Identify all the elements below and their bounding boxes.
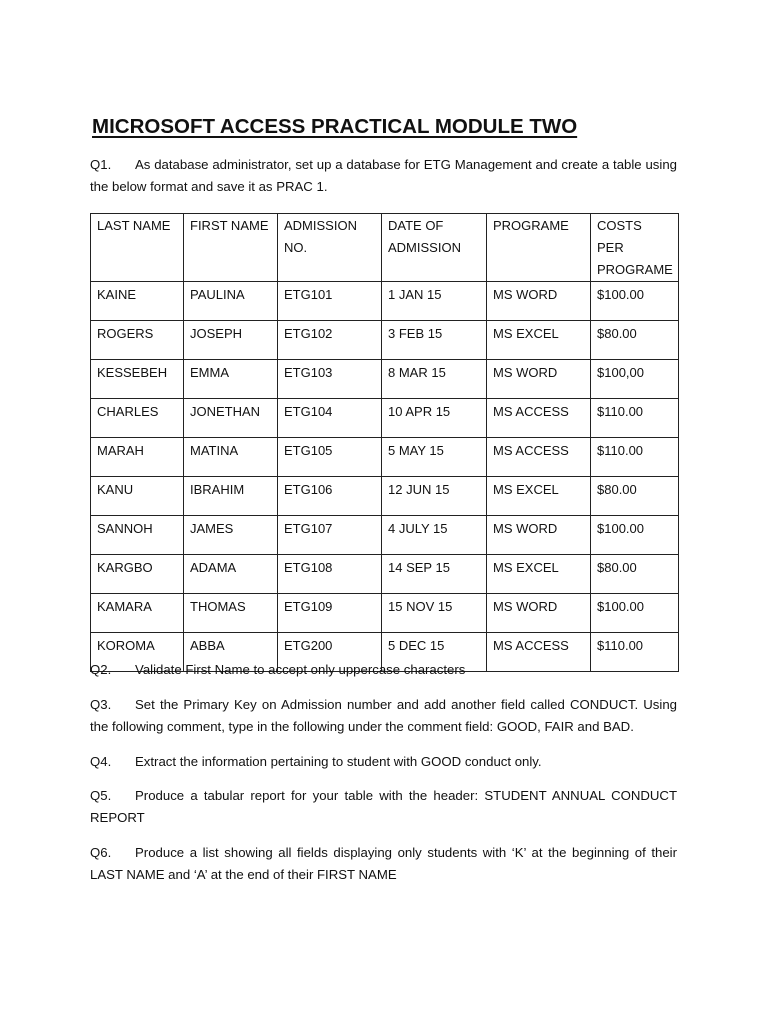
- table-cell: MS EXCEL: [487, 477, 591, 516]
- question-number: Q3.: [90, 697, 112, 712]
- table-cell: JOSEPH: [184, 321, 278, 360]
- column-header: PROGRAME: [487, 214, 591, 282]
- table-cell: $100,00: [591, 360, 679, 399]
- question-text: Produce a list showing all fields displaying only students with ‘K’ at the beginning of their LAST NAME and ‘A’ at the end of their FIRST NAME: [90, 845, 677, 882]
- question-text: Set the Primary Key on Admission number and add another field called CONDUCT. Using the following comment, type in the following under the comment field: GOOD, FAIR and BAD.: [90, 697, 677, 734]
- table-cell: 5 MAY 15: [382, 438, 487, 477]
- table-cell: $100.00: [591, 516, 679, 555]
- question-q3: [90, 694, 677, 738]
- question-q6: [90, 842, 677, 886]
- table-cell: THOMAS: [184, 594, 278, 633]
- table-cell: 12 JUN 15: [382, 477, 487, 516]
- table-cell: SANNOH: [91, 516, 184, 555]
- table-cell: MS EXCEL: [487, 321, 591, 360]
- table-row: [91, 360, 679, 399]
- table-cell: KANU: [91, 477, 184, 516]
- table-cell: $80.00: [591, 477, 679, 516]
- column-header: ADMISSION NO.: [278, 214, 382, 282]
- question-text: Produce a tabular report for your table with the header: STUDENT ANNUAL CONDUCT REPORT: [90, 788, 677, 825]
- table-cell: PAULINA: [184, 282, 278, 321]
- question-number: Q2.: [90, 662, 112, 677]
- question-number: Q6.: [90, 845, 112, 860]
- table-cell: ROGERS: [91, 321, 184, 360]
- question-q5: [90, 785, 677, 829]
- table-cell: 15 NOV 15: [382, 594, 487, 633]
- table-cell: ETG200: [278, 633, 382, 672]
- column-header: COSTS PER PROGRAME: [591, 214, 679, 282]
- table-cell: ETG105: [278, 438, 382, 477]
- table-row: [91, 321, 679, 360]
- table-cell: MS ACCESS: [487, 633, 591, 672]
- table-row: [91, 438, 679, 477]
- question-number: Q1.: [90, 157, 112, 172]
- table-row: [91, 594, 679, 633]
- table-cell: 5 DEC 15: [382, 633, 487, 672]
- table-header-row: [91, 214, 679, 282]
- table-cell: MS WORD: [487, 360, 591, 399]
- table-cell: 10 APR 15: [382, 399, 487, 438]
- table-cell: 4 JULY 15: [382, 516, 487, 555]
- document-title: MICROSOFT ACCESS PRACTICAL MODULE TWO: [92, 115, 578, 138]
- question-text: As database administrator, set up a database for ETG Management and create a table using the below format and save it as PRAC 1.: [90, 157, 677, 194]
- question-number: Q4.: [90, 754, 112, 769]
- table-cell: 3 FEB 15: [382, 321, 487, 360]
- table-cell: MS ACCESS: [487, 438, 591, 477]
- table-cell: MARAH: [91, 438, 184, 477]
- column-header: LAST NAME: [91, 214, 184, 282]
- table-cell: EMMA: [184, 360, 278, 399]
- question-q2: [90, 659, 677, 681]
- table-cell: JAMES: [184, 516, 278, 555]
- table-cell: CHARLES: [91, 399, 184, 438]
- table-row: [91, 399, 679, 438]
- table-cell: ADAMA: [184, 555, 278, 594]
- table-cell: ETG103: [278, 360, 382, 399]
- table-cell: MS WORD: [487, 516, 591, 555]
- table-cell: KARGBO: [91, 555, 184, 594]
- column-header: DATE OF ADMISSION: [382, 214, 487, 282]
- table-row: [91, 282, 679, 321]
- table-cell: $80.00: [591, 321, 679, 360]
- table-cell: ETG108: [278, 555, 382, 594]
- table-cell: $80.00: [591, 555, 679, 594]
- table-cell: MS EXCEL: [487, 555, 591, 594]
- table-cell: ETG109: [278, 594, 382, 633]
- question-number: Q5.: [90, 788, 112, 803]
- question-text: Validate First Name to accept only uppercase characters: [135, 662, 466, 677]
- table-cell: $100.00: [591, 282, 679, 321]
- table-cell: KAINE: [91, 282, 184, 321]
- table-cell: ABBA: [184, 633, 278, 672]
- table-row: [91, 516, 679, 555]
- table-cell: ETG102: [278, 321, 382, 360]
- table-cell: 1 JAN 15: [382, 282, 487, 321]
- table-cell: 14 SEP 15: [382, 555, 487, 594]
- question-text: Extract the information pertaining to student with GOOD conduct only.: [135, 754, 542, 769]
- table-cell: MS WORD: [487, 282, 591, 321]
- column-header: FIRST NAME: [184, 214, 278, 282]
- students-table: [90, 213, 679, 672]
- table-cell: $110.00: [591, 438, 679, 477]
- table-cell: MS WORD: [487, 594, 591, 633]
- question-q1: [90, 154, 677, 198]
- table-cell: MATINA: [184, 438, 278, 477]
- table-row: [91, 555, 679, 594]
- table-cell: $110.00: [591, 399, 679, 438]
- table-cell: IBRAHIM: [184, 477, 278, 516]
- table-cell: JONETHAN: [184, 399, 278, 438]
- table-cell: ETG106: [278, 477, 382, 516]
- table-cell: $100.00: [591, 594, 679, 633]
- table-row: [91, 477, 679, 516]
- question-q4: [90, 751, 677, 773]
- table-cell: ETG101: [278, 282, 382, 321]
- table-cell: $110.00: [591, 633, 679, 672]
- table-cell: KAMARA: [91, 594, 184, 633]
- table-cell: ETG107: [278, 516, 382, 555]
- table-cell: KOROMA: [91, 633, 184, 672]
- table-cell: KESSEBEH: [91, 360, 184, 399]
- table-cell: MS ACCESS: [487, 399, 591, 438]
- table-cell: 8 MAR 15: [382, 360, 487, 399]
- table-cell: ETG104: [278, 399, 382, 438]
